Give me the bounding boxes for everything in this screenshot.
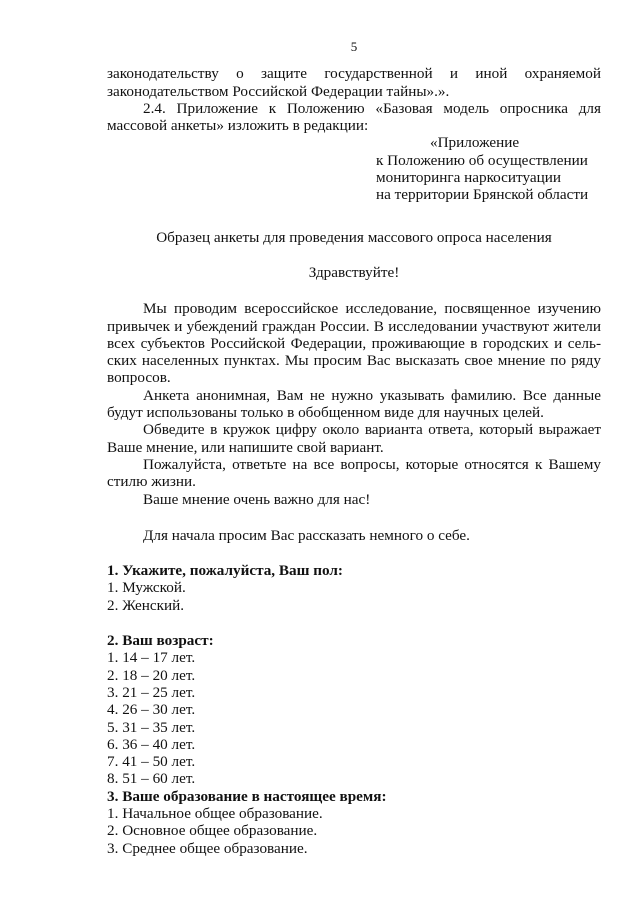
intro-paragraph: Мы проводим всероссийское исследование, посвященное изучению привычек и убеждений граждан России. В исследовании участвуют жители всех субъектов Российской Федерации, проживающие в городских и сельских населенных пунктах. Мы просим Вас высказать свое мнение по ряду вопросов.: [107, 300, 601, 387]
question-block: [107, 562, 601, 614]
question-title: 1. Укажите, пожалуйста, Ваш пол:: [107, 562, 343, 580]
intro-paragraph: Анкета анонимная, Вам не нужно указывать фамилию. Все данные будут использованы только в обобщенном виде для научных целей.: [107, 386, 601, 422]
answer-option: 1. 14 – 17 лет.: [107, 649, 196, 667]
body-text-line: законодательству о защите государственной и иной охраняемой: [107, 65, 601, 83]
question-title: 3. Ваше образование в настоящее время:: [107, 787, 387, 805]
intro-paragraph: Ваше мнение очень важно для нас!: [143, 490, 371, 508]
answer-option: 2. 18 – 20 лет.: [107, 666, 196, 684]
page-number: 5: [350, 39, 358, 54]
appendix-block: [376, 134, 601, 203]
document-page: [107, 38, 601, 857]
appendix-line: к Положению об осуществлении: [376, 151, 588, 169]
question-title: 2. Ваш возраст:: [107, 632, 214, 650]
intro-paragraph: Пожалуйста, ответьте на все вопросы, которые относятся к Вашему стилю жизни.: [107, 455, 601, 491]
answer-option: 2. Основное общее образование.: [107, 822, 318, 840]
question-block: [107, 788, 601, 857]
question-block: [107, 632, 601, 788]
answer-option: 1. Мужской.: [107, 579, 186, 597]
lead-in: Для начала просим Вас рассказать немного о себе.: [143, 526, 470, 544]
answer-option: 3. 21 – 25 лет.: [107, 683, 196, 701]
greeting: Здравствуйте!: [308, 263, 400, 281]
section-text-line: 2.4. Приложение к Положению «Базовая модель опросника для: [143, 99, 601, 117]
appendix-line: на территории Брянской области: [376, 186, 589, 204]
answer-option: 5. 31 – 35 лет.: [107, 718, 196, 736]
body-text-line: законодательством Российской Федерации тайны».».: [107, 82, 450, 100]
answer-option: 3. Среднее общее образование.: [107, 839, 308, 857]
answer-option: 6. 36 – 40 лет.: [107, 735, 196, 753]
answer-option: 7. 41 – 50 лет.: [107, 753, 196, 771]
appendix-line: «Приложение: [430, 134, 520, 152]
answer-option: 2. Женский.: [107, 596, 185, 614]
section-text-line: массовой анкеты» изложить в редакции:: [107, 117, 369, 135]
answer-option: 1. Начальное общее образование.: [107, 804, 323, 822]
appendix-line: мониторинга наркоситуации: [376, 169, 561, 187]
answer-option: 8. 51 – 60 лет.: [107, 770, 196, 788]
answer-option: 4. 26 – 30 лет.: [107, 701, 196, 719]
form-title: Образец анкеты для проведения массового опроса населения: [156, 228, 552, 246]
intro-paragraph: Обведите в кружок цифру около варианта ответа, который выражает Ваше мнение, или напишите свой вариант.: [107, 421, 601, 456]
